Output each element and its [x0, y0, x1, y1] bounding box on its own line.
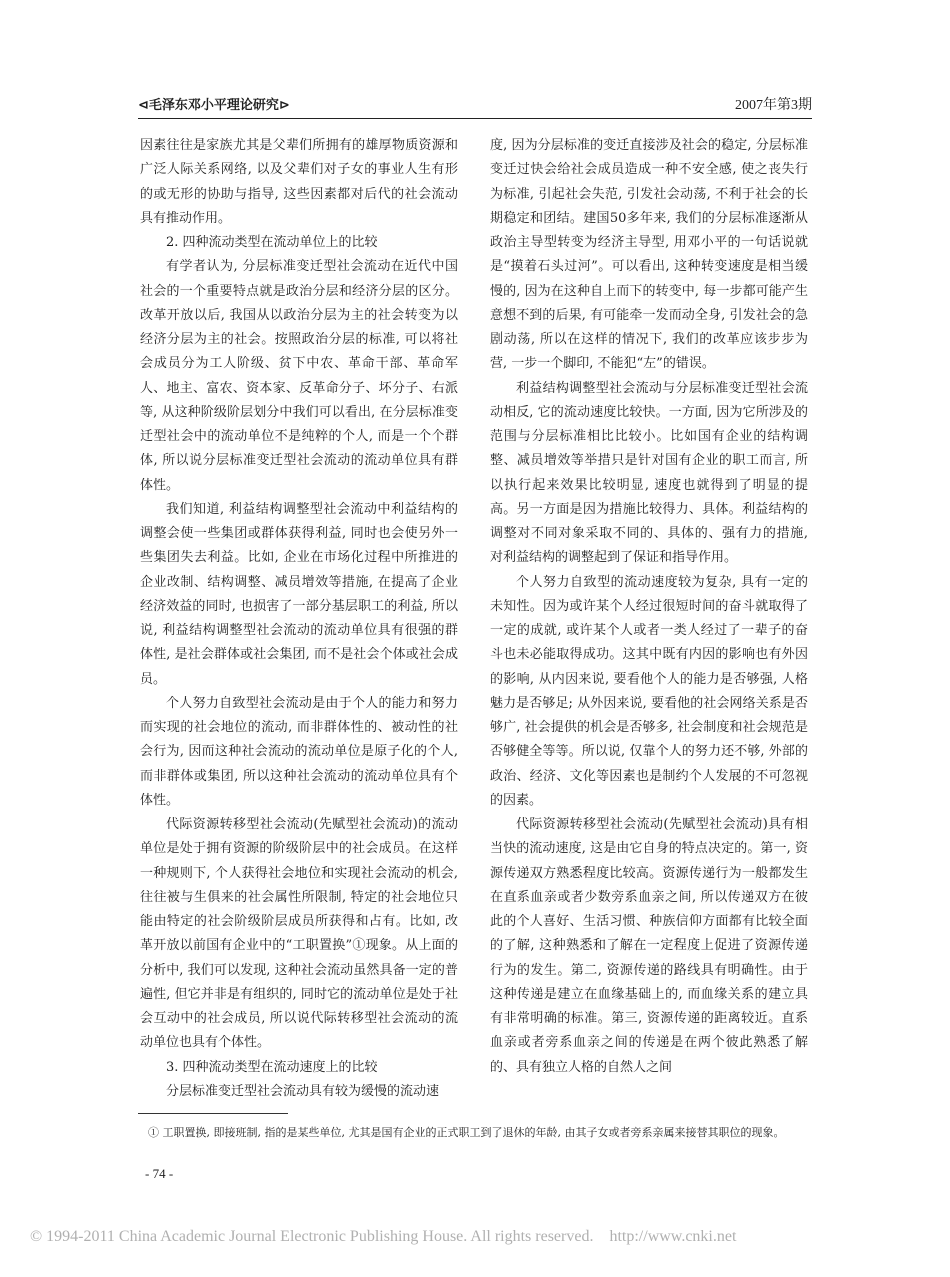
paragraph: 代际资源转移型社会流动(先赋型社会流动)具有相当快的流动速度, 这是由它自身的特点决定的。第一, 资源传递双方熟悉程度比较高。资源传递行为一般都发生在直系血亲或者少数旁系血亲之间, 所以传递双方在彼此的个人喜好、生活习惯、种族信仰方面都有比较全面的了解, 这种熟悉和了解在一定程度上促进了资源传递行为的发生。第二, 资源传递的路线具有明确性。由于这种传递是建立在血缘基础上的, 而血缘关系的建立具有非常明确的标准。第三, 资源传递的距离较近。直系血亲或者旁系血亲之间的传递是在两个彼此熟悉了解的、具有独立人格的自然人之间: [490, 817, 808, 1075]
paragraph: 我们知道, 利益结构调整型社会流动中利益结构的调整会使一些集团或群体获得利益, 同时也会使另外一些集团失去利益。比如, 企业在市场化过程中所推进的企业改制、结构调整、减员增效等措施, 在提高了企业经济效益的同时, 也损害了一部分基层职工的利益, 所以说, 利益结构调整型社会流动的流动单位具有很强的群体性, 是社会群体或社会集团, 而不是社会个体或社会成员。: [140, 501, 458, 687]
paragraph: 个人努力自致型的流动速度较为复杂, 具有一定的未知性。因为或许某个人经过很短时间的奋斗就取得了一定的成就, 或许某个人或者一类人经过了一辈子的奋斗也未必能取得成功。这其中既有内因的影响也有外因的影响, 从内因来说, 要看他个人的能力是否够强, 人格魅力是否够足; 从外因来说, 要看他的社会网络关系是否够广, 社会提供的机会是否够多, 社会制度和社会规范是否够健全等等。所以说, 仅靠个人的努力还不够, 外部的政治、经济、文化等因素也是制约个人发展的不可忽视的因素。: [490, 574, 808, 808]
left-column: [140, 134, 458, 1104]
paragraph: 个人努力自致型社会流动是由于个人的能力和努力而实现的社会地位的流动, 而非群体性的、被动性的社会行为, 因而这种社会流动的流动单位是原子化的个人, 而非群体或集团, 所以这种社会流动的流动单位具有个体性。: [140, 695, 458, 808]
issue-label: 2007年第3期: [735, 98, 812, 113]
footnote: ① 工职置换, 即接班制, 指的是某些单位, 尤其是国有企业的正式职工到了退休的年龄, 由其子女或者旁系亲属来接替其职位的现象。: [148, 1126, 785, 1139]
paragraph: 有学者认为, 分层标准变迁型社会流动在近代中国社会的一个重要特点就是政治分层和经济分层的区分。改革开放以后, 我国从以政治分层为主的社会转变为以经济分层为主的社会。按照政治分层的标准, 可以将社会成员分为工人阶级、贫下中农、革命干部、革命军人、地主、富农、资本家、反革命分子、坏分子、右派等, 从这种阶级阶层划分中我们可以看出, 在分层标准变迁型社会中的流动单位不是纯粹的个人, 而是一个个群体, 所以说分层标准变迁型社会流动的流动单位具有群体性。: [140, 259, 458, 493]
page-number: - 74 -: [145, 1166, 174, 1181]
paragraph: 分层标准变迁型社会流动具有较为缓慢的流动速: [166, 1083, 440, 1099]
right-column: [490, 134, 808, 1080]
paragraph: 代际资源转移型社会流动(先赋型社会流动)的流动单位是处于拥有资源的阶级阶层中的社会成员。在这样一种规则下, 个人获得社会地位和实现社会流动的机会, 往往被与生俱来的社会属性所限制, 特定的社会地位只能由特定的社会阶级阶层成员所获得和占有。比如, 改革开放以前国有企业中的“工职置换”①现象。从上面的分析中, 我们可以发现, 这种社会流动虽然具备一定的普遍性, 但它并非是有组织的, 同时它的流动单位是处于社会互动中的社会成员, 所以说代际转移型社会流动的流动单位也具有个体性。: [140, 817, 458, 1051]
footnote-rule: [138, 1113, 288, 1114]
paragraph: 2. 四种流动类型在流动单位上的比较: [166, 235, 378, 250]
paragraph: 度, 因为分层标准的变迁直接涉及社会的稳定, 分层标准变迁过快会给社会成员造成一种不安全感, 使之丧失行为标准, 引起社会失范, 引发社会动荡, 不利于社会的长期稳定和团结。建国50多年来, 我们的分层标准逐渐从政治主导型转变为经济主导型, 用邓小平的一句话说就是“摸着石头过河”。可以看出, 这种转变速度是相当缓慢的, 因为在这种自上而下的转变中, 每一步都可能产生意想不到的后果, 有可能牵一发而动全身, 引发社会的急剧动荡, 所以在这样的情况下, 我们的改革应该步步为营, 一步一个脚印, 不能犯“左”的错误。: [490, 138, 808, 372]
copyright-watermark: © 1994-2011 China Academic Journal Electronic Publishing House. All rights reserved. http://www.cnki.net: [30, 1228, 737, 1245]
paragraph: 3. 四种流动类型在流动速度上的比较: [166, 1059, 378, 1075]
header-rule: [138, 118, 812, 119]
running-header: [138, 92, 812, 114]
journal-title: ⊲毛泽东邓小平理论研究⊳: [138, 98, 290, 113]
paragraph: 利益结构调整型社会流动与分层标准变迁型社会流动相反, 它的流动速度比较快。一方面, 因为它所涉及的范围与分层标准相比比较小。比如国有企业的结构调整、减员增效等举措只是针对国有企业的职工而言, 所以执行起来效果比较明显, 速度也就得到了明显的提高。另一方面是因为措施比较得力、具体。利益结构的调整对不同对象采取不同的、具体的、强有力的措施, 对利益结构的调整起到了保证和指导作用。: [490, 380, 808, 566]
paragraph: 因素往往是家族尤其是父辈们所拥有的雄厚物质资源和广泛人际关系网络, 以及父辈们对子女的事业人生有形的或无形的协助与指导, 这些因素都对后代的社会流动具有推动作用。: [140, 138, 458, 226]
